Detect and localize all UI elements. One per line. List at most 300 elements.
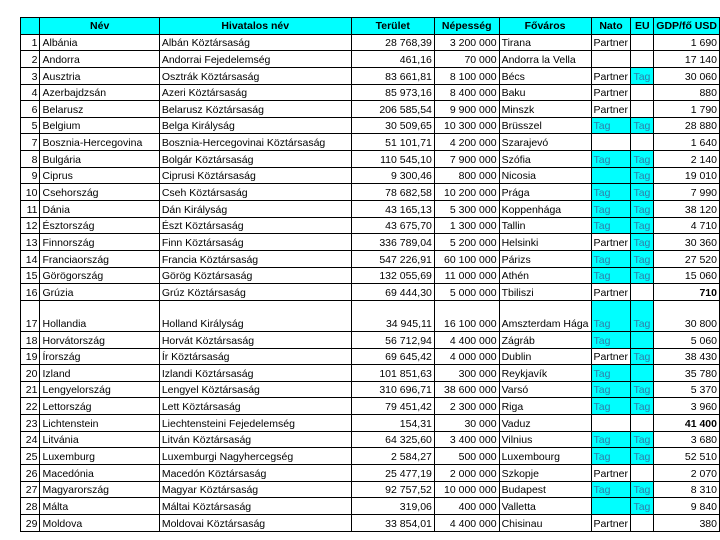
area-cell: 28 768,39 [351, 34, 434, 51]
nato-cell: Tag [591, 217, 631, 234]
country-name-cell: Lichtenstein [40, 415, 159, 432]
table-row [21, 184, 720, 201]
area-cell: 25 477,19 [351, 465, 434, 482]
nato-cell: Tag [591, 381, 631, 398]
row-index-cell: 19 [21, 348, 40, 365]
area-cell: 319,06 [351, 498, 434, 515]
nato-cell: Tag [591, 481, 631, 498]
table-row [21, 381, 720, 398]
official-name-cell: Máltai Köztársaság [159, 498, 351, 515]
population-cell: 800 000 [434, 167, 499, 184]
row-index-cell: 14 [21, 250, 40, 267]
row-index-cell: 24 [21, 431, 40, 448]
country-name-cell: Görögország [40, 267, 159, 284]
table-row [21, 348, 720, 365]
row-index-cell: 16 [21, 284, 40, 301]
area-cell: 132 055,69 [351, 267, 434, 284]
header-nepesseg: Népesség [434, 18, 499, 35]
eu-cell [631, 365, 654, 382]
header-row [21, 18, 720, 35]
eu-cell [631, 84, 654, 101]
nato-cell: Tag [591, 398, 631, 415]
row-index-cell: 8 [21, 151, 40, 168]
gdp-cell: 28 880 [654, 117, 720, 134]
official-name-cell: Bosznia-Hercegovinai Köztársaság [159, 134, 351, 151]
capital-cell: Brüsszel [499, 117, 591, 134]
nato-cell: Tag [591, 365, 631, 382]
population-cell: 7 900 000 [434, 151, 499, 168]
gdp-cell: 17 140 [654, 51, 720, 68]
row-index-cell: 29 [21, 514, 40, 531]
gdp-cell: 52 510 [654, 448, 720, 465]
area-cell: 56 712,94 [351, 331, 434, 348]
area-cell: 9 300,46 [351, 167, 434, 184]
header-fovaros: Főváros [499, 18, 591, 35]
row-index-cell: 27 [21, 481, 40, 498]
area-cell: 83 661,81 [351, 67, 434, 84]
capital-cell: Vaduz [499, 415, 591, 432]
population-cell: 4 400 000 [434, 331, 499, 348]
gdp-cell: 1 790 [654, 101, 720, 118]
population-cell: 9 900 000 [434, 101, 499, 118]
population-cell: 3 400 000 [434, 431, 499, 448]
capital-cell: Párizs [499, 250, 591, 267]
official-name-cell: Osztrák Köztársaság [159, 67, 351, 84]
area-cell: 206 585,54 [351, 101, 434, 118]
gdp-cell: 3 680 [654, 431, 720, 448]
gdp-cell: 9 840 [654, 498, 720, 515]
gdp-cell: 41 400 [654, 415, 720, 432]
official-name-cell: Ír Köztársaság [159, 348, 351, 365]
area-cell: 30 509,65 [351, 117, 434, 134]
eu-cell [631, 331, 654, 348]
area-cell: 110 545,10 [351, 151, 434, 168]
header-terulet: Terület [351, 18, 434, 35]
gdp-cell: 38 120 [654, 201, 720, 218]
nato-cell [591, 51, 631, 68]
capital-cell: Tirana [499, 34, 591, 51]
population-cell: 11 000 000 [434, 267, 499, 284]
population-cell: 10 200 000 [434, 184, 499, 201]
official-name-cell: Moldovai Köztársaság [159, 514, 351, 531]
nato-cell [591, 167, 631, 184]
country-name-cell: Belarusz [40, 101, 159, 118]
eu-cell [631, 51, 654, 68]
gdp-cell: 2 140 [654, 151, 720, 168]
gdp-cell: 7 990 [654, 184, 720, 201]
row-index-cell: 15 [21, 267, 40, 284]
capital-cell: Bécs [499, 67, 591, 84]
area-cell: 2 584,27 [351, 448, 434, 465]
country-name-cell: Bosznia-Hercegovina [40, 134, 159, 151]
capital-cell: Vilnius [499, 431, 591, 448]
area-cell: 78 682,58 [351, 184, 434, 201]
row-index-cell: 21 [21, 381, 40, 398]
country-name-cell: Litvánia [40, 431, 159, 448]
official-name-cell: Lengyel Köztársaság [159, 381, 351, 398]
eu-cell [631, 34, 654, 51]
country-name-cell: Izland [40, 365, 159, 382]
nato-cell: Partner [591, 84, 631, 101]
country-name-cell: Azerbajdzsán [40, 84, 159, 101]
country-name-cell: Málta [40, 498, 159, 515]
official-name-cell: Lett Köztársaság [159, 398, 351, 415]
header-hivatalos-nev: Hivatalos név [159, 18, 351, 35]
capital-cell: Szarajevó [499, 134, 591, 151]
table-row [21, 481, 720, 498]
table-row [21, 217, 720, 234]
header-nev: Név [40, 18, 159, 35]
population-cell: 2 300 000 [434, 398, 499, 415]
population-cell: 16 100 000 [434, 300, 499, 331]
row-index-cell: 23 [21, 415, 40, 432]
row-index-cell: 17 [21, 300, 40, 331]
population-cell: 4 400 000 [434, 514, 499, 531]
table-row [21, 201, 720, 218]
table-row [21, 84, 720, 101]
area-cell: 154,31 [351, 415, 434, 432]
official-name-cell: Izlandi Köztársaság [159, 365, 351, 382]
official-name-cell: Észt Köztársaság [159, 217, 351, 234]
capital-cell: Valletta [499, 498, 591, 515]
nato-cell: Tag [591, 250, 631, 267]
official-name-cell: Horvát Köztársaság [159, 331, 351, 348]
population-cell: 30 000 [434, 415, 499, 432]
row-index-cell: 12 [21, 217, 40, 234]
gdp-cell: 5 370 [654, 381, 720, 398]
area-cell: 33 854,01 [351, 514, 434, 531]
row-index-cell: 18 [21, 331, 40, 348]
eu-cell: Tag [631, 498, 654, 515]
population-cell: 60 100 000 [434, 250, 499, 267]
header-nato: Nato [591, 18, 631, 35]
capital-cell: Helsinki [499, 234, 591, 251]
table-row [21, 365, 720, 382]
row-index-cell: 25 [21, 448, 40, 465]
gdp-cell: 30 800 [654, 300, 720, 331]
capital-cell: Amszterdam Hága [499, 300, 591, 331]
table-row [21, 250, 720, 267]
table-row [21, 284, 720, 301]
official-name-cell: Magyar Köztársaság [159, 481, 351, 498]
gdp-cell: 2 070 [654, 465, 720, 482]
eu-cell: Tag [631, 184, 654, 201]
official-name-cell: Belarusz Köztársaság [159, 101, 351, 118]
population-cell: 300 000 [434, 365, 499, 382]
area-cell: 101 851,63 [351, 365, 434, 382]
official-name-cell: Bolgár Köztársaság [159, 151, 351, 168]
table-row [21, 331, 720, 348]
capital-cell: Andorra la Vella [499, 51, 591, 68]
population-cell: 3 200 000 [434, 34, 499, 51]
row-index-cell: 6 [21, 101, 40, 118]
table-row [21, 431, 720, 448]
table-row [21, 117, 720, 134]
country-name-cell: Franciaország [40, 250, 159, 267]
nato-cell: Tag [591, 117, 631, 134]
official-name-cell: Dán Királyság [159, 201, 351, 218]
area-cell: 69 444,30 [351, 284, 434, 301]
capital-cell: Zágráb [499, 331, 591, 348]
population-cell: 38 600 000 [434, 381, 499, 398]
area-cell: 79 451,42 [351, 398, 434, 415]
country-name-cell: Albánia [40, 34, 159, 51]
country-name-cell: Bulgária [40, 151, 159, 168]
nato-cell: Tag [591, 431, 631, 448]
gdp-cell: 19 010 [654, 167, 720, 184]
official-name-cell: Andorrai Fejedelemség [159, 51, 351, 68]
official-name-cell: Macedón Köztársaság [159, 465, 351, 482]
row-index-cell: 5 [21, 117, 40, 134]
population-cell: 500 000 [434, 448, 499, 465]
eu-cell: Tag [631, 348, 654, 365]
table-row [21, 514, 720, 531]
area-cell: 461,16 [351, 51, 434, 68]
country-name-cell: Finnország [40, 234, 159, 251]
country-name-cell: Csehország [40, 184, 159, 201]
nato-cell [591, 415, 631, 432]
country-name-cell: Belgium [40, 117, 159, 134]
gdp-cell: 30 360 [654, 234, 720, 251]
nato-cell [591, 498, 631, 515]
row-index-cell: 20 [21, 365, 40, 382]
eu-cell [631, 134, 654, 151]
table-row [21, 51, 720, 68]
official-name-cell: Luxemburgi Nagyhercegség [159, 448, 351, 465]
nato-cell: Partner [591, 234, 631, 251]
nato-cell: Tag [591, 201, 631, 218]
country-name-cell: Macedónia [40, 465, 159, 482]
nato-cell [591, 134, 631, 151]
official-name-cell: Francia Köztársaság [159, 250, 351, 267]
header-eu: EU [631, 18, 654, 35]
eu-cell [631, 101, 654, 118]
eu-cell [631, 465, 654, 482]
capital-cell: Baku [499, 84, 591, 101]
population-cell: 5 000 000 [434, 284, 499, 301]
nato-cell: Tag [591, 151, 631, 168]
area-cell: 310 696,71 [351, 381, 434, 398]
eu-cell [631, 284, 654, 301]
gdp-cell: 710 [654, 284, 720, 301]
official-name-cell: Litván Köztársaság [159, 431, 351, 448]
country-name-cell: Ausztria [40, 67, 159, 84]
table-row [21, 234, 720, 251]
population-cell: 5 300 000 [434, 201, 499, 218]
row-index-cell: 4 [21, 84, 40, 101]
nato-cell: Partner [591, 67, 631, 84]
nato-cell: Partner [591, 101, 631, 118]
population-cell: 8 100 000 [434, 67, 499, 84]
eu-cell: Tag [631, 431, 654, 448]
header-gdp: GDP/fő USD [654, 18, 720, 35]
capital-cell: Budapest [499, 481, 591, 498]
eu-cell: Tag [631, 381, 654, 398]
country-name-cell: Ciprus [40, 167, 159, 184]
population-cell: 1 300 000 [434, 217, 499, 234]
population-cell: 8 400 000 [434, 84, 499, 101]
population-cell: 4 000 000 [434, 348, 499, 365]
area-cell: 69 645,42 [351, 348, 434, 365]
area-cell: 43 675,70 [351, 217, 434, 234]
country-name-cell: Hollandia [40, 300, 159, 331]
country-name-cell: Horvátország [40, 331, 159, 348]
area-cell: 34 945,11 [351, 300, 434, 331]
nato-cell: Partner [591, 34, 631, 51]
eu-cell: Tag [631, 448, 654, 465]
area-cell: 43 165,13 [351, 201, 434, 218]
nato-cell: Tag [591, 448, 631, 465]
row-index-cell: 2 [21, 51, 40, 68]
gdp-cell: 5 060 [654, 331, 720, 348]
eu-cell: Tag [631, 481, 654, 498]
table-row [21, 300, 720, 331]
capital-cell: Nicosia [499, 167, 591, 184]
eu-cell [631, 415, 654, 432]
eu-cell: Tag [631, 267, 654, 284]
official-name-cell: Grúz Köztársaság [159, 284, 351, 301]
capital-cell: Szkopje [499, 465, 591, 482]
official-name-cell: Azeri Köztársaság [159, 84, 351, 101]
table-body [21, 34, 720, 531]
nato-cell: Partner [591, 465, 631, 482]
table-row [21, 67, 720, 84]
row-index-cell: 13 [21, 234, 40, 251]
eu-cell: Tag [631, 151, 654, 168]
population-cell: 5 200 000 [434, 234, 499, 251]
capital-cell: Varsó [499, 381, 591, 398]
country-name-cell: Lengyelország [40, 381, 159, 398]
capital-cell: Dublin [499, 348, 591, 365]
country-name-cell: Luxemburg [40, 448, 159, 465]
eu-cell: Tag [631, 117, 654, 134]
nato-cell: Tag [591, 331, 631, 348]
capital-cell: Reykjavík [499, 365, 591, 382]
eu-cell: Tag [631, 398, 654, 415]
eu-cell: Tag [631, 250, 654, 267]
table-row [21, 498, 720, 515]
capital-cell: Minszk [499, 101, 591, 118]
capital-cell: Szófia [499, 151, 591, 168]
country-name-cell: Andorra [40, 51, 159, 68]
table-row [21, 101, 720, 118]
row-index-cell: 28 [21, 498, 40, 515]
country-name-cell: Észtország [40, 217, 159, 234]
row-index-cell: 7 [21, 134, 40, 151]
area-cell: 92 757,52 [351, 481, 434, 498]
population-cell: 70 000 [434, 51, 499, 68]
capital-cell: Chisinau [499, 514, 591, 531]
capital-cell: Tbiliszi [499, 284, 591, 301]
gdp-cell: 4 710 [654, 217, 720, 234]
row-index-cell: 1 [21, 34, 40, 51]
area-cell: 336 789,04 [351, 234, 434, 251]
nato-cell: Tag [591, 267, 631, 284]
table-row [21, 34, 720, 51]
gdp-cell: 3 960 [654, 398, 720, 415]
official-name-cell: Ciprusi Köztársaság [159, 167, 351, 184]
nato-cell: Partner [591, 284, 631, 301]
row-index-cell: 10 [21, 184, 40, 201]
table-row [21, 267, 720, 284]
area-cell: 51 101,71 [351, 134, 434, 151]
capital-cell: Athén [499, 267, 591, 284]
gdp-cell: 1 690 [654, 34, 720, 51]
eu-cell: Tag [631, 67, 654, 84]
country-name-cell: Dánia [40, 201, 159, 218]
gdp-cell: 880 [654, 84, 720, 101]
country-name-cell: Magyarország [40, 481, 159, 498]
gdp-cell: 15 060 [654, 267, 720, 284]
country-name-cell: Moldova [40, 514, 159, 531]
eu-cell: Tag [631, 201, 654, 218]
capital-cell: Luxembourg [499, 448, 591, 465]
nato-cell: Partner [591, 348, 631, 365]
eu-cell [631, 514, 654, 531]
gdp-cell: 38 430 [654, 348, 720, 365]
countries-table [20, 17, 720, 532]
country-name-cell: Lettország [40, 398, 159, 415]
eu-cell: Tag [631, 234, 654, 251]
gdp-cell: 380 [654, 514, 720, 531]
eu-cell: Tag [631, 300, 654, 331]
header-index [21, 18, 40, 35]
table-row [21, 398, 720, 415]
table-row [21, 167, 720, 184]
capital-cell: Riga [499, 398, 591, 415]
row-index-cell: 3 [21, 67, 40, 84]
population-cell: 400 000 [434, 498, 499, 515]
row-index-cell: 11 [21, 201, 40, 218]
area-cell: 547 226,91 [351, 250, 434, 267]
row-index-cell: 9 [21, 167, 40, 184]
gdp-cell: 8 310 [654, 481, 720, 498]
table-row [21, 465, 720, 482]
area-cell: 85 973,16 [351, 84, 434, 101]
row-index-cell: 22 [21, 398, 40, 415]
population-cell: 10 000 000 [434, 481, 499, 498]
official-name-cell: Albán Köztársaság [159, 34, 351, 51]
official-name-cell: Görög Köztársaság [159, 267, 351, 284]
table-row [21, 151, 720, 168]
country-name-cell: Grúzia [40, 284, 159, 301]
gdp-cell: 1 640 [654, 134, 720, 151]
table-row [21, 134, 720, 151]
eu-cell: Tag [631, 217, 654, 234]
capital-cell: Tallin [499, 217, 591, 234]
gdp-cell: 30 060 [654, 67, 720, 84]
gdp-cell: 35 780 [654, 365, 720, 382]
area-cell: 64 325,60 [351, 431, 434, 448]
official-name-cell: Liechtensteini Fejedelemség [159, 415, 351, 432]
official-name-cell: Finn Köztársaság [159, 234, 351, 251]
table-row [21, 415, 720, 432]
capital-cell: Prága [499, 184, 591, 201]
country-name-cell: Írország [40, 348, 159, 365]
official-name-cell: Belga Királyság [159, 117, 351, 134]
table-row [21, 448, 720, 465]
official-name-cell: Holland Királyság [159, 300, 351, 331]
population-cell: 10 300 000 [434, 117, 499, 134]
population-cell: 2 000 000 [434, 465, 499, 482]
nato-cell: Tag [591, 184, 631, 201]
nato-cell: Tag [591, 300, 631, 331]
nato-cell: Partner [591, 514, 631, 531]
gdp-cell: 27 520 [654, 250, 720, 267]
capital-cell: Koppenhága [499, 201, 591, 218]
population-cell: 4 200 000 [434, 134, 499, 151]
row-index-cell: 26 [21, 465, 40, 482]
